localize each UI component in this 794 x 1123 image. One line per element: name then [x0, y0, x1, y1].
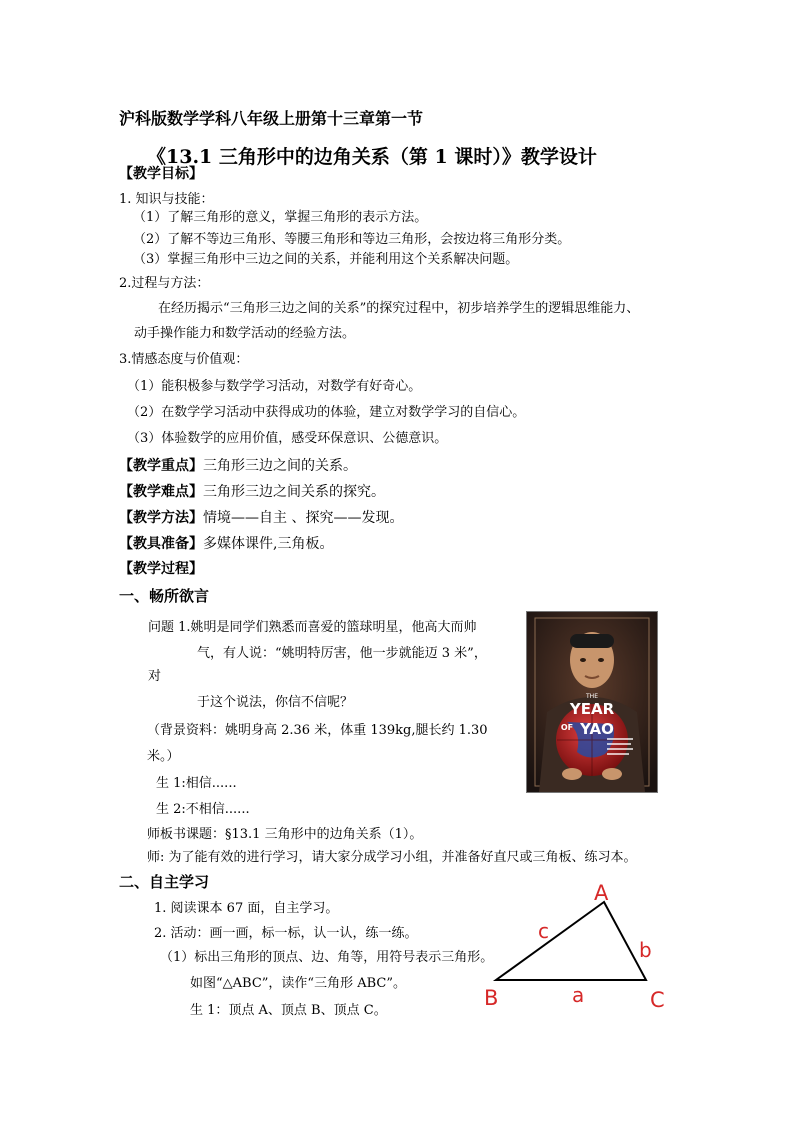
- background-line-1: （背景资料：姚明身高 2.36 米，体重 139kg,腿长约 1.30: [147, 723, 488, 738]
- yao-ming-poster: [526, 611, 658, 793]
- vertex-b-label: B: [484, 986, 499, 1010]
- process-heading: 2.过程与方法：: [119, 276, 210, 291]
- tools-text: 多媒体课件,三角板。: [203, 536, 334, 552]
- student1-answer: 生 1:相信......: [156, 776, 237, 791]
- emotion-heading: 3.情感态度与价值观：: [119, 352, 249, 367]
- difficulty-label: 【教学难点】: [119, 484, 203, 500]
- section1-title: 一、畅所欲言: [119, 587, 210, 605]
- triangle-shape: [496, 902, 646, 980]
- self-study-step-5: 生 1：顶点 A、顶点 B、顶点 C。: [190, 1003, 387, 1018]
- side-a-label: a: [572, 983, 585, 1007]
- background-line-2: 米。）: [147, 749, 180, 764]
- emotion-item-2: （2）在数学学习活动中获得成功的体验，建立对数学学习的自信心。: [127, 405, 526, 420]
- poster-word-the: THE: [586, 693, 598, 700]
- tools: [119, 536, 333, 553]
- method-label: 【教学方法】: [119, 510, 203, 526]
- board-title: 师板书课题：§13.1 三角形中的边角关系（1）。: [147, 827, 423, 842]
- knowledge-item-2: （2）了解不等边三角形、等腰三角形和等边三角形，会按边将三角形分类。: [133, 232, 571, 247]
- difficulty: [119, 484, 385, 501]
- triangle-abc-diagram: [478, 876, 674, 1014]
- key-points-label: 【教学重点】: [119, 458, 203, 474]
- emotion-item-1: （1）能积极参与数学学习活动，对数学有好奇心。: [127, 379, 422, 394]
- student2-answer: 生 2:不相信......: [156, 802, 250, 817]
- question1-line-3: 对: [148, 669, 162, 684]
- method-text: 情境——自主 、探究——发现。: [203, 510, 404, 526]
- process-line-1: 在经历揭示“三角形三边之间的关系”的探究过程中，初步培养学生的逻辑思维能力、: [158, 301, 640, 316]
- knowledge-item-3: （3）掌握三角形中三边之间的关系，并能利用这个关系解决问题。: [133, 252, 519, 267]
- knowledge-item-1: （1）了解三角形的意义，掌握三角形的表示方法。: [133, 210, 428, 225]
- side-b-label: b: [639, 938, 652, 962]
- poster-word-of: OF: [560, 723, 574, 732]
- question1-line-1: 问题 1.姚明是同学们熟悉而喜爱的篮球明星，他高大而帅: [148, 620, 477, 635]
- objectives-heading: 【教学目标】: [119, 166, 203, 182]
- subtitle-course: 沪科版数学学科八年级上册第十三章第一节: [119, 109, 424, 128]
- self-study-step-1: 1. 阅读课本 67 面，自主学习。: [154, 901, 339, 916]
- side-c-label: c: [538, 919, 549, 943]
- vertex-a-label: A: [594, 881, 609, 905]
- poster-word-yao: YAO: [580, 720, 614, 738]
- knowledge-heading: 1. 知识与技能：: [119, 192, 214, 207]
- process-label: 【教学过程】: [119, 561, 203, 577]
- poster-illustration: [527, 612, 657, 792]
- teacher-instruction: 师: 为了能有效的进行学习，请大家分成学习小组，并准备好直尺或三角板、练习本。: [147, 850, 637, 865]
- tools-label: 【教具准备】: [119, 536, 203, 552]
- self-study-step-4: 如图“△ABC”，读作“三角形 ABC”。: [190, 976, 406, 991]
- question1-line-4: 于这个说法，你信不信呢？: [197, 695, 354, 710]
- method: [119, 510, 403, 527]
- poster-word-year: YEAR: [569, 700, 615, 718]
- emotion-item-3: （3）体验数学的应用价值，感受环保意识、公德意识。: [127, 431, 448, 446]
- process-line-2: 动手操作能力和数学活动的经验方法。: [134, 326, 356, 341]
- section2-title: 二、自主学习: [119, 873, 210, 891]
- key-points: [119, 458, 357, 475]
- self-study-step-3: （1）标出三角形的顶点、边、角等，用符号表示三角形。: [160, 950, 494, 965]
- document-title: 《13.1 三角形中的边角关系（第 1 课时）》教学设计: [147, 146, 597, 168]
- vertex-c-label: C: [650, 988, 665, 1012]
- difficulty-text: 三角形三边之间关系的探究。: [203, 484, 385, 500]
- key-points-text: 三角形三边之间的关系。: [203, 458, 357, 474]
- question1-line-2: 气，有人说：“姚明特厉害，他一步就能迈 3 米”，: [197, 646, 487, 661]
- self-study-step-2: 2. 活动：画一画，标一标，认一认，练一练。: [154, 926, 418, 941]
